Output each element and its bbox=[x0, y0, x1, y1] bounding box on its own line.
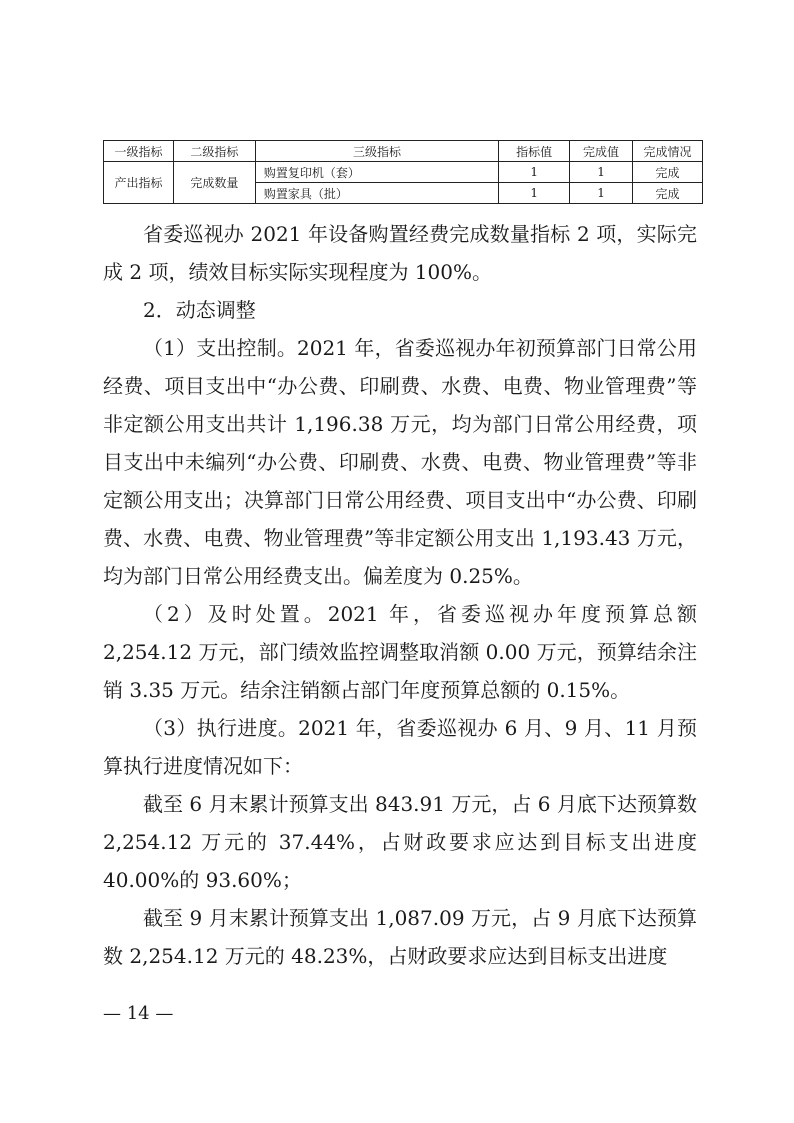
table-header-cell: 完成值 bbox=[570, 141, 633, 162]
body-text bbox=[103, 215, 697, 975]
table-header-cell: 二级指标 bbox=[173, 141, 255, 162]
level3-indicator: 购置复印机（套） bbox=[255, 162, 498, 183]
paragraph: 截至 9 月末累计预算支出 1,087.09 万元，占 9 月底下达预算数 2,254.12 万元的 48.23%，占财政要求应达到目标支出进度 bbox=[103, 906, 697, 968]
section-heading: 2．动态调整 bbox=[143, 298, 256, 322]
paragraph: 截至 6 月末累计预算支出 843.91 万元，占 6 月底下达预算数 2,254.12 万元的 37.44%，占财政要求应达到目标支出进度 40.00%的 93.60%； bbox=[103, 792, 697, 892]
completion-status: 完成 bbox=[633, 183, 703, 204]
target-value: 1 bbox=[499, 162, 570, 183]
paragraph: 省委巡视办 2021 年设备购置经费完成数量指标 2 项，实际完成 2 项，绩效目标实际实现程度为 100%。 bbox=[103, 222, 697, 284]
level3-indicator: 购置家具（批） bbox=[255, 183, 498, 204]
table-header-cell: 一级指标 bbox=[104, 141, 174, 162]
level2-indicator: 完成数量 bbox=[173, 162, 255, 204]
table-row bbox=[104, 162, 703, 183]
page-number: — 14 — bbox=[103, 1003, 174, 1024]
table-header-cell: 三级指标 bbox=[255, 141, 498, 162]
actual-value: 1 bbox=[570, 183, 633, 204]
paragraph: （1）支出控制。2021 年，省委巡视办年初预算部门日常公用经费、项目支出中“办公费、印刷费、水费、电费、物业管理费”等非定额公用支出共计 1,196.38 万元，均为部门日常公用经费，项目支出中未编列“办公费、印刷费、水费、电费、物业管理费”等非定额公用支出；决算部门日常公用经费、项目支出中“办公费、印刷费、水费、电费、物业管理费”等非定额公用支出 1,193.43 万元，均为部门日常公用经费支出。偏差度为 0.25%。 bbox=[103, 336, 697, 588]
indicator-table bbox=[103, 140, 703, 204]
actual-value: 1 bbox=[570, 162, 633, 183]
table-header-cell: 指标值 bbox=[499, 141, 570, 162]
table-header-cell: 完成情况 bbox=[633, 141, 703, 162]
level1-indicator: 产出指标 bbox=[104, 162, 174, 204]
target-value: 1 bbox=[499, 183, 570, 204]
table-header-row bbox=[104, 141, 703, 162]
paragraph: （2）及时处置。2021 年，省委巡视办年度预算总额 2,254.12 万元，部门绩效监控调整取消额 0.00 万元，预算结余注销 3.35 万元。结余注销额占部门年度预算总额的 0.15%。 bbox=[103, 602, 697, 702]
paragraph: （3）执行进度。2021 年，省委巡视办 6 月、9 月、11 月预算执行进度情况如下： bbox=[103, 716, 697, 778]
completion-status: 完成 bbox=[633, 162, 703, 183]
